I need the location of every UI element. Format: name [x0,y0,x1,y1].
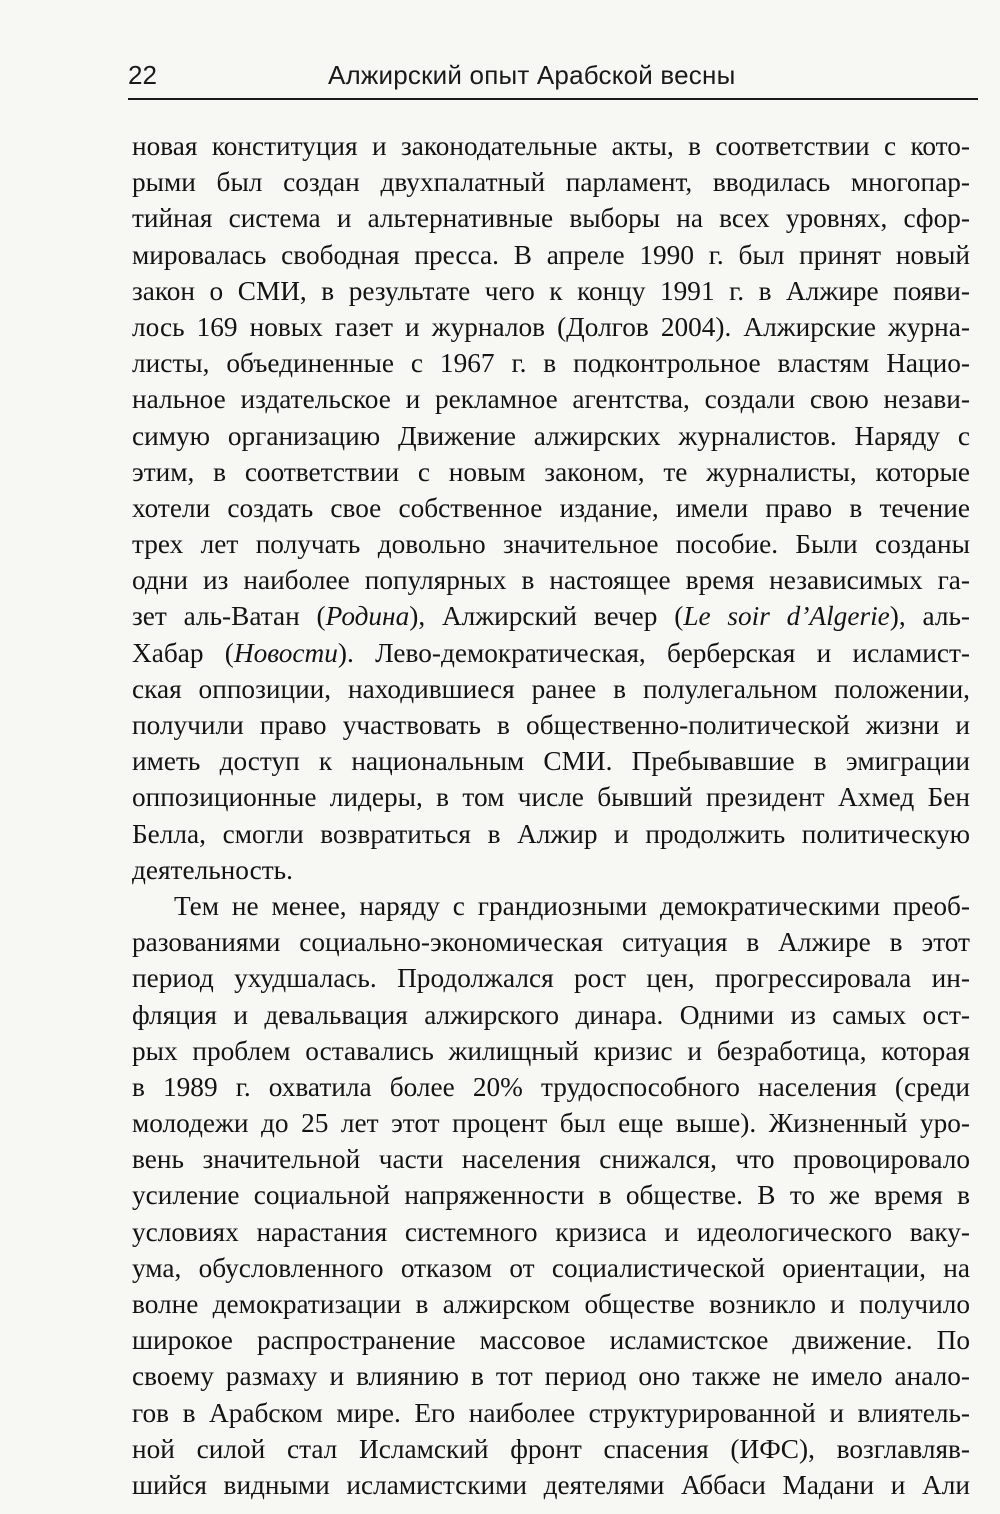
text-line: условиях нарастания системного кризиса и идеологического ваку- [132,1216,970,1247]
text-line: рых проблем оставались жилищный кризис и безработица, которая [132,1035,970,1066]
text-line-with-italics [132,598,970,634]
text-line: мировалась свободная пресса. В апреле 1990 г. был принят новый [132,239,970,270]
text-line: иметь доступ к национальным СМИ. Пребывавшие в эмиграции [132,746,970,777]
running-title: Алжирский опыт Арабской весны [328,60,736,90]
text-line: гов в Арабском мире. Его наиболее структурированной и влиятель- [132,1397,970,1428]
text-line: усиление социальной напряженности в обществе. В то же время в [132,1180,970,1211]
running-header [128,56,978,100]
text-line: своему размаху и влиянию в тот период оно также не имело анало- [132,1361,970,1392]
text-line: хотели создать свое собственное издание, имели право в течение [132,492,970,523]
text-line-with-italics [132,635,970,671]
text-line: лось 169 новых газет и журналов (Долгов 2004). Алжирские журна- [132,311,970,342]
text-line: разованиями социально-экономическая ситуация в Алжире в этот [132,927,970,958]
text-line: трех лет получать довольно значительное пособие. Были созданы [132,529,970,560]
text-line: волне демократизации в алжирском обществе возникло и получило [132,1289,970,1319]
text-run: зет аль-Ватан ( [132,601,326,632]
text-line: Белла, смогли возвратиться в Алжир и продолжить политическую [132,818,970,849]
page-number: 22 [128,60,157,90]
text-line: ская оппозиции, находившиеся ранее в полулегальном положении, [132,673,970,704]
text-line: рыми был создан двухпалатный парламент, вводилась многопар- [132,167,970,198]
text-line: закон о СМИ, в результате чего к концу 1991 г. в Алжире появи- [132,275,970,306]
text-line: нальное издательское и рекламное агентства, создали свою незави- [132,384,970,415]
text-run: Хабар ( [132,637,234,668]
text-line: деятельность. [132,854,293,885]
italic-run: Le soir d’Algerie [683,601,890,632]
text-line: оппозиционные лидеры, в том числе бывший президент Ахмед Бен [132,782,970,813]
text-line: ной силой стал Исламский фронт спасения (ИФС), возглавляв- [132,1433,970,1464]
text-line: период ухудшалась. Продолжался рост цен, прогрессировала ин- [132,963,970,994]
text-run: ), Алжирский вечер ( [409,601,684,632]
text-line: одни из наиболее популярных в настоящее время независимых га- [132,565,970,596]
text-run: ), аль- [889,601,970,632]
text-line: получили право участвовать в общественно-политической жизни и [132,710,970,740]
text-line: симую организацию Движение алжирских журналистов. Наряду с [132,420,970,451]
body-text [132,128,970,1503]
text-line: вень значительной части населения снижался, что провоцировало [132,1144,970,1175]
paragraph-2 [132,888,970,1503]
text-line: новая конституция и законодательные акты, в соответствии с кото- [132,131,970,161]
italic-run: Родина [325,601,410,632]
text-line: молодежи до 25 лет этот процент был еще выше). Жизненный уро- [132,1108,970,1139]
text-line: этим, в соответствии с новым законом, те журналисты, которые [132,456,970,487]
text-line: фляция и девальвация алжирского динара. Одними из самых ост- [132,999,970,1030]
text-line: в 1989 г. охватила более 20% трудоспособного населения (среди [132,1071,970,1102]
text-line: ума, обусловленного отказом от социалистической ориентации, на [132,1252,970,1283]
text-line: Тем не менее, наряду с грандиозными демократическими преоб- [174,890,970,921]
text-line: тийная система и альтернативные выборы на всех уровнях, сфор- [132,203,970,234]
text-line: листы, объединенные с 1967 г. в подконтрольное властям Нацио- [132,348,970,379]
italic-run: Новости [233,637,338,668]
paragraph-1 [132,128,970,888]
text-line: шийся видными исламистскими деятелями Аббаси Мадани и Али [132,1469,970,1500]
text-run: ). Лево-демократическая, берберская и исламист- [337,637,970,668]
text-line: широкое распространение массовое исламистское движение. По [132,1325,970,1356]
